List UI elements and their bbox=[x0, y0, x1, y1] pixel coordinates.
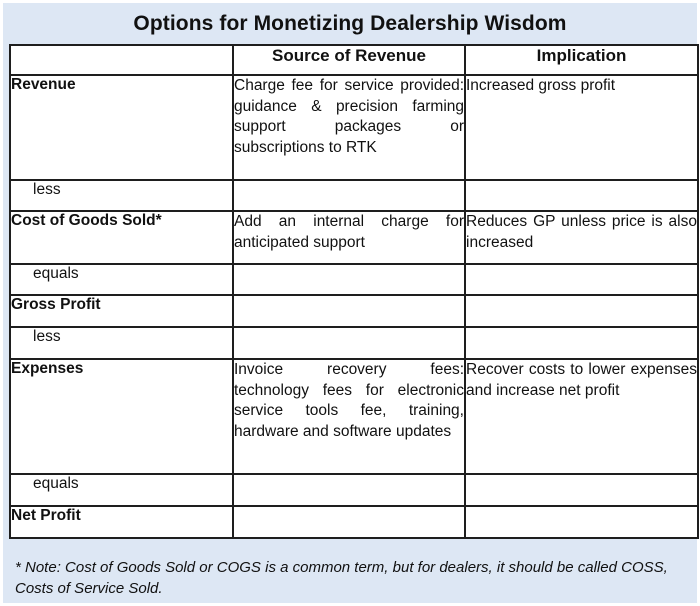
implication-cell bbox=[465, 506, 698, 538]
source-cell bbox=[233, 327, 465, 359]
row-label-equals: equals bbox=[10, 264, 233, 295]
row-label-expenses: Expenses bbox=[10, 359, 233, 474]
table-row bbox=[10, 264, 698, 295]
row-label-equals: equals bbox=[10, 474, 233, 506]
row-label-cost-of-goods-sold: Cost of Goods Sold* bbox=[10, 211, 233, 264]
row-label-net-profit: Net Profit bbox=[10, 506, 233, 538]
implication-cell bbox=[465, 327, 698, 359]
header-implication: Implication bbox=[465, 45, 698, 75]
table-row bbox=[10, 211, 698, 264]
source-cell bbox=[233, 295, 465, 327]
implication-cell bbox=[465, 264, 698, 295]
source-cell: Invoice recovery fees: technology fees for electronic service tools fee, training, hardware and software updates bbox=[233, 359, 465, 474]
table-row bbox=[10, 474, 698, 506]
header-empty bbox=[10, 45, 233, 75]
row-label-less: less bbox=[10, 180, 233, 211]
table-row bbox=[10, 359, 698, 474]
implication-cell: Increased gross profit bbox=[465, 75, 698, 180]
row-label-gross-profit: Gross Profit bbox=[10, 295, 233, 327]
implication-cell bbox=[465, 295, 698, 327]
implication-cell bbox=[465, 474, 698, 506]
source-cell bbox=[233, 474, 465, 506]
source-cell: Add an internal charge for anticipated support bbox=[233, 211, 465, 264]
row-label-revenue: Revenue bbox=[10, 75, 233, 180]
implication-cell: Reduces GP unless price is also increased bbox=[465, 211, 698, 264]
row-label-less: less bbox=[10, 327, 233, 359]
table-title: Options for Monetizing Dealership Wisdom bbox=[133, 11, 567, 35]
table-row bbox=[10, 295, 698, 327]
source-cell bbox=[233, 264, 465, 295]
header-source-of-revenue: Source of Revenue bbox=[233, 45, 465, 75]
header-row bbox=[10, 45, 698, 75]
implication-cell: Recover costs to lower expenses and increase net profit bbox=[465, 359, 698, 474]
figure-frame bbox=[3, 3, 697, 603]
source-cell bbox=[233, 506, 465, 538]
table-row bbox=[10, 506, 698, 538]
source-cell bbox=[233, 180, 465, 211]
source-cell: Charge fee for service provided: guidance & precision farming support packages or subscriptions to RTK bbox=[233, 75, 465, 180]
footnote: * Note: Cost of Goods Sold or COGS is a common term, but for dealers, it should be called COSS, Costs of Service Sold. bbox=[15, 559, 668, 597]
monetizing-table bbox=[9, 44, 699, 539]
table-row bbox=[10, 75, 698, 180]
implication-cell bbox=[465, 180, 698, 211]
table-row bbox=[10, 327, 698, 359]
table-row bbox=[10, 180, 698, 211]
